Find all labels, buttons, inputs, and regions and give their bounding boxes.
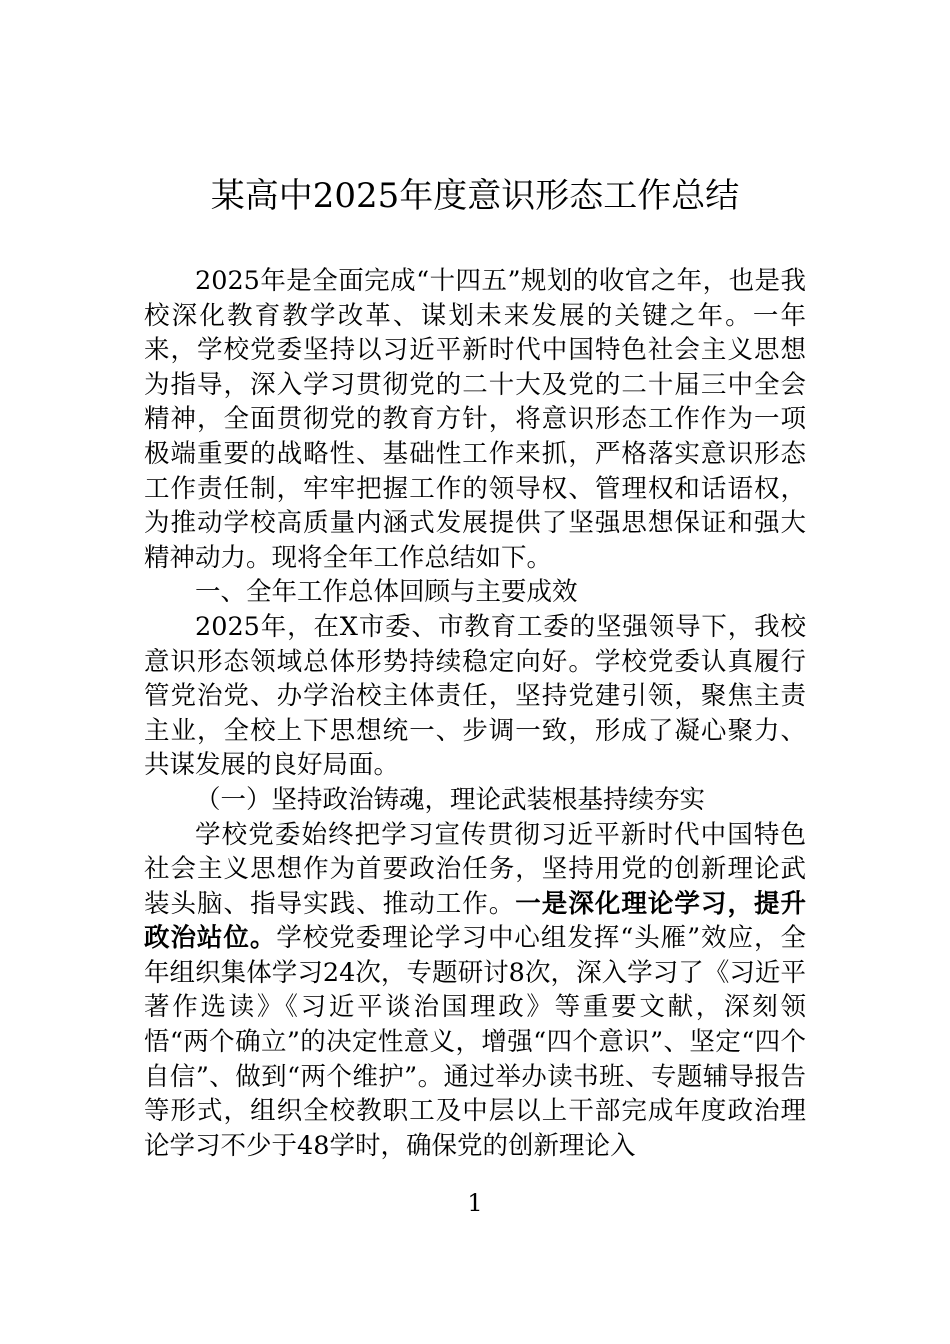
page-number: 1 [467, 1189, 483, 1217]
section-heading-1: 一、全年工作总体回顾与主要成效 [195, 577, 578, 608]
theory-paragraph-lead: 学校党委始终把学习宣传贯彻习近平新时代中国特色社会主义思想作为首要政治任务，坚持用党的创新理论武装头脑、指导实践、推动工作。 [144, 819, 806, 919]
overview-paragraph: 2025年，在X市委、市教育工委的坚强领导下，我校意识形态领域总体形势持续稳定向好。学校党委认真履行管党治党、办学治校主体责任，坚持党建引领，聚焦主责主业，全校上下思想统一、步调一致，形成了凝心聚力、共谋发展的良好局面。 [144, 611, 806, 781]
intro-paragraph: 2025年是全面完成“十四五”规划的收官之年，也是我校深化教育教学改革、谋划未来发展的关键之年。一年来，学校党委坚持以习近平新时代中国特色社会主义思想为指导，深入学习贯彻党的二十大及党的二十届三中全会精神，全面贯彻党的教育方针，将意识形态工作作为一项极端重要的战略性、基础性工作来抓，严格落实意识形态工作责任制，牢牢把握工作的领导权、管理权和话语权，为推动学校高质量内涵式发展提供了坚强思想保证和强大精神动力。现将全年工作总结如下。 [144, 266, 806, 573]
subsection-heading-1: （一）坚持政治铸魂，理论武装根基持续夯实 [195, 784, 706, 815]
document-title: 某高中2025年度意识形态工作总结 [210, 176, 740, 216]
document-body [144, 264, 806, 1163]
theory-paragraph [144, 818, 806, 1164]
theory-paragraph-rest: 学校党委理论学习中心组发挥“头雁”效应，全年组织集体学习24次，专题研讨8次，深入学习了《习近平著作选读》《习近平谈治国理政》等重要文献，深刻领悟“两个确立”的决定性意义，增强“四个意识”、坚定“四个自信”、做到“两个维护”。通过举办读书班、专题辅导报告等形式，组织全校教职工及中层以上干部完成年度政治理论学习不少于48学时，确保党的创新理论入 [144, 923, 806, 1161]
theory-paragraph-bold: 一是深化理论学习，提升政治站位。 [144, 888, 806, 954]
